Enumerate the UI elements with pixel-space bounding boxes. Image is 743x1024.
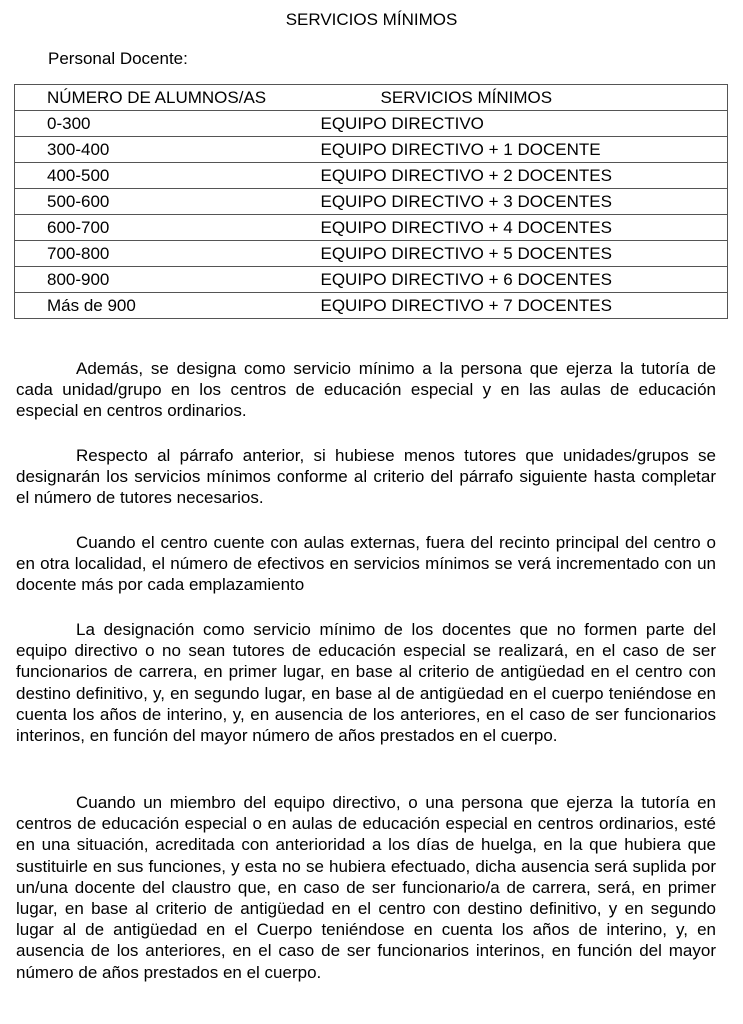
services-cell: EQUIPO DIRECTIVO + 7 DOCENTES: [271, 293, 728, 319]
services-cell: EQUIPO DIRECTIVO + 5 DOCENTES: [271, 241, 728, 267]
table-row: [15, 241, 728, 267]
table-row: [15, 215, 728, 241]
column-header-students: NÚMERO DE ALUMNOS/AS: [15, 85, 271, 111]
table-row: [15, 189, 728, 215]
paragraph-designation-criteria: La designación como servicio mínimo de los docentes que no formen parte del equipo directivo o no sean tutores de educación especial se realizará, en el caso de ser funcionarios de carrera, en primer lugar, en base al criterio de antigüedad en el centro con destino definitivo, y, en segundo lugar, en base al de antigüedad en el cuerpo teniéndose en cuenta los años de interino, y, en ausencia de los anteriores, en el caso de ser funcionarios interinos, en función del mayor número de años prestados en el cuerpo.: [16, 620, 716, 746]
services-table: [14, 84, 728, 319]
table-row: [15, 137, 728, 163]
services-cell: EQUIPO DIRECTIVO + 3 DOCENTES: [271, 189, 728, 215]
section-subtitle: Personal Docente:: [48, 49, 188, 68]
services-cell: EQUIPO DIRECTIVO + 6 DOCENTES: [271, 267, 728, 293]
document-title: SERVICIOS MÍNIMOS: [285, 10, 458, 29]
students-range-cell: 300-400: [15, 137, 271, 163]
paragraph-tutoring: Además, se designa como servicio mínimo a la persona que ejerza la tutoría de cada unidad/grupo en los centros de educación especial y en las aulas de educación especial en centros ordinarios.: [16, 359, 716, 421]
services-cell: EQUIPO DIRECTIVO + 4 DOCENTES: [271, 215, 728, 241]
students-range-cell: 600-700: [15, 215, 271, 241]
students-range-cell: 0-300: [15, 111, 271, 137]
services-cell: EQUIPO DIRECTIVO + 1 DOCENTE: [271, 137, 728, 163]
students-range-cell: Más de 900: [15, 293, 271, 319]
table-row: [15, 293, 728, 319]
table-row: [15, 267, 728, 293]
services-cell: EQUIPO DIRECTIVO: [271, 111, 728, 137]
paragraph-substitution: Cuando un miembro del equipo directivo, o una persona que ejerza la tutoría en centros de educación especial o en aulas de educación especial en centros ordinarios, esté en una situación, acreditada con anterioridad a los días de huelga, en la que hubiera que sustituirle en sus funciones, y esta no se hubiera efectuado, dicha ausencia será suplida por un/una docente del claustro que, en caso de ser funcionario/a de carrera, será, en primer lugar, en base al criterio de antigüedad en el centro con destino definitivo, y en segundo lugar al de antigüedad en el Cuerpo teniéndose en cuenta los años de interino, y, en ausencia de los anteriores, en el caso de ser funcionarios interinos, en función del mayor número de años prestados en el cuerpo.: [16, 793, 716, 982]
column-header-services: SERVICIOS MÍNIMOS: [271, 85, 728, 111]
students-range-cell: 400-500: [15, 163, 271, 189]
table-row: [15, 163, 728, 189]
table-row: [15, 111, 728, 137]
table-header-row: [15, 85, 728, 111]
students-range-cell: 700-800: [15, 241, 271, 267]
paragraph-fewer-tutors: Respecto al párrafo anterior, si hubiese menos tutores que unidades/grupos se designarán los servicios mínimos conforme al criterio del párrafo siguiente hasta completar el número de tutores necesarios.: [16, 446, 716, 508]
students-range-cell: 800-900: [15, 267, 271, 293]
students-range-cell: 500-600: [15, 189, 271, 215]
services-cell: EQUIPO DIRECTIVO + 2 DOCENTES: [271, 163, 728, 189]
paragraph-external-classrooms: Cuando el centro cuente con aulas externas, fuera del recinto principal del centro o en otra localidad, el número de efectivos en servicios mínimos se verá incrementado con un docente más por cada emplazamiento: [16, 533, 716, 595]
